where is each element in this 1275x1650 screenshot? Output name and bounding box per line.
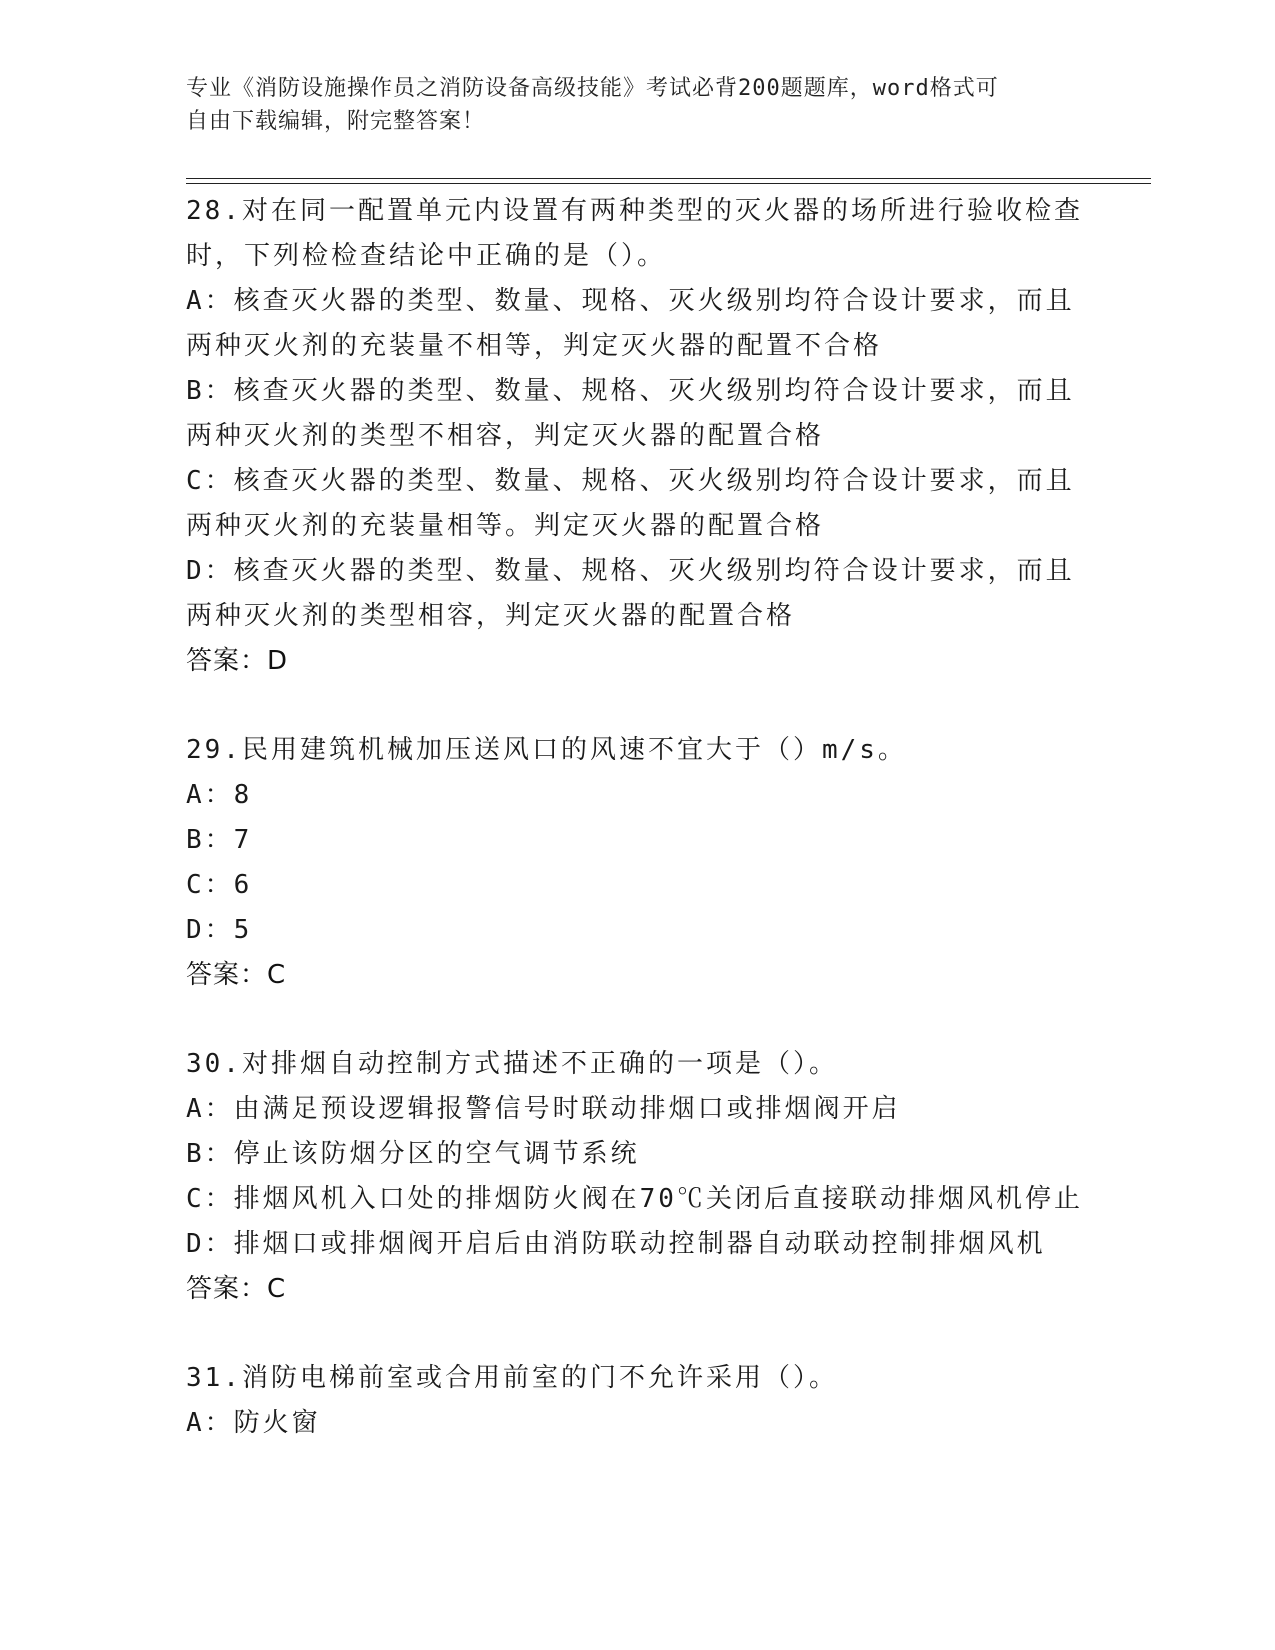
question-stem-line: 30.对排烟自动控制方式描述不正确的一项是（）。: [186, 1049, 838, 1079]
option-b-line: B：核查灭火器的类型、数量、规格、灭火级别均符合设计要求，而且: [186, 376, 1075, 406]
option-c-line: C：核查灭火器的类型、数量、规格、灭火级别均符合设计要求，而且: [186, 466, 1075, 496]
header-line-2: 自由下载编辑，附完整答案！: [186, 109, 486, 134]
option-a-line: A：由满足预设逻辑报警信号时联动排烟口或排烟阀开启: [186, 1094, 901, 1124]
option-a-line: A：防火窗: [186, 1408, 321, 1438]
option-c-line: C：6: [186, 870, 253, 900]
answer-label: 答案：C: [186, 960, 287, 990]
option-d-line: D：核查灭火器的类型、数量、规格、灭火级别均符合设计要求，而且: [186, 556, 1075, 586]
option-a-line: A：8: [186, 780, 253, 810]
option-b-line: B：7: [186, 825, 253, 855]
question-31: [186, 1356, 1106, 1446]
option-d-line: 两种灭火剂的类型相容，判定灭火器的配置合格: [186, 601, 796, 631]
question-28: [186, 189, 1106, 684]
question-list: [186, 189, 1106, 1490]
header-divider-bottom: [186, 183, 1151, 184]
header-divider-top: [186, 178, 1151, 179]
answer-label: 答案：D: [186, 646, 289, 676]
document-header: [186, 72, 1066, 138]
option-c-line: C：排烟风机入口处的排烟防火阀在70℃关闭后直接联动排烟风机停止: [186, 1184, 1083, 1214]
option-b-line: B：停止该防烟分区的空气调节系统: [186, 1139, 640, 1169]
header-line-1: 专业《消防设施操作员之消防设备高级技能》考试必背200题题库，word格式可: [186, 76, 999, 101]
option-a-line: 两种灭火剂的充装量不相等，判定灭火器的配置不合格: [186, 331, 883, 361]
question-30: [186, 1042, 1106, 1312]
answer-label: 答案：C: [186, 1274, 287, 1304]
question-stem-line: 时，下列检检查结论中正确的是（）。: [186, 241, 667, 271]
question-stem-line: 28.对在同一配置单元内设置有两种类型的灭火器的场所进行验收检查: [186, 196, 1083, 226]
option-c-line: 两种灭火剂的充装量相等。判定灭火器的配置合格: [186, 511, 825, 541]
option-d-line: D：排烟口或排烟阀开启后由消防联动控制器自动联动控制排烟风机: [186, 1229, 1046, 1259]
option-d-line: D：5: [186, 915, 253, 945]
question-stem-line: 29.民用建筑机械加压送风口的风速不宜大于（）m/s。: [186, 735, 907, 765]
option-a-line: A：核查灭火器的类型、数量、现格、灭火级别均符合设计要求，而且: [186, 286, 1075, 316]
question-stem-line: 31.消防电梯前室或合用前室的门不允许采用（）。: [186, 1363, 838, 1393]
question-29: [186, 728, 1106, 998]
option-b-line: 两种灭火剂的类型不相容，判定灭火器的配置合格: [186, 421, 825, 451]
